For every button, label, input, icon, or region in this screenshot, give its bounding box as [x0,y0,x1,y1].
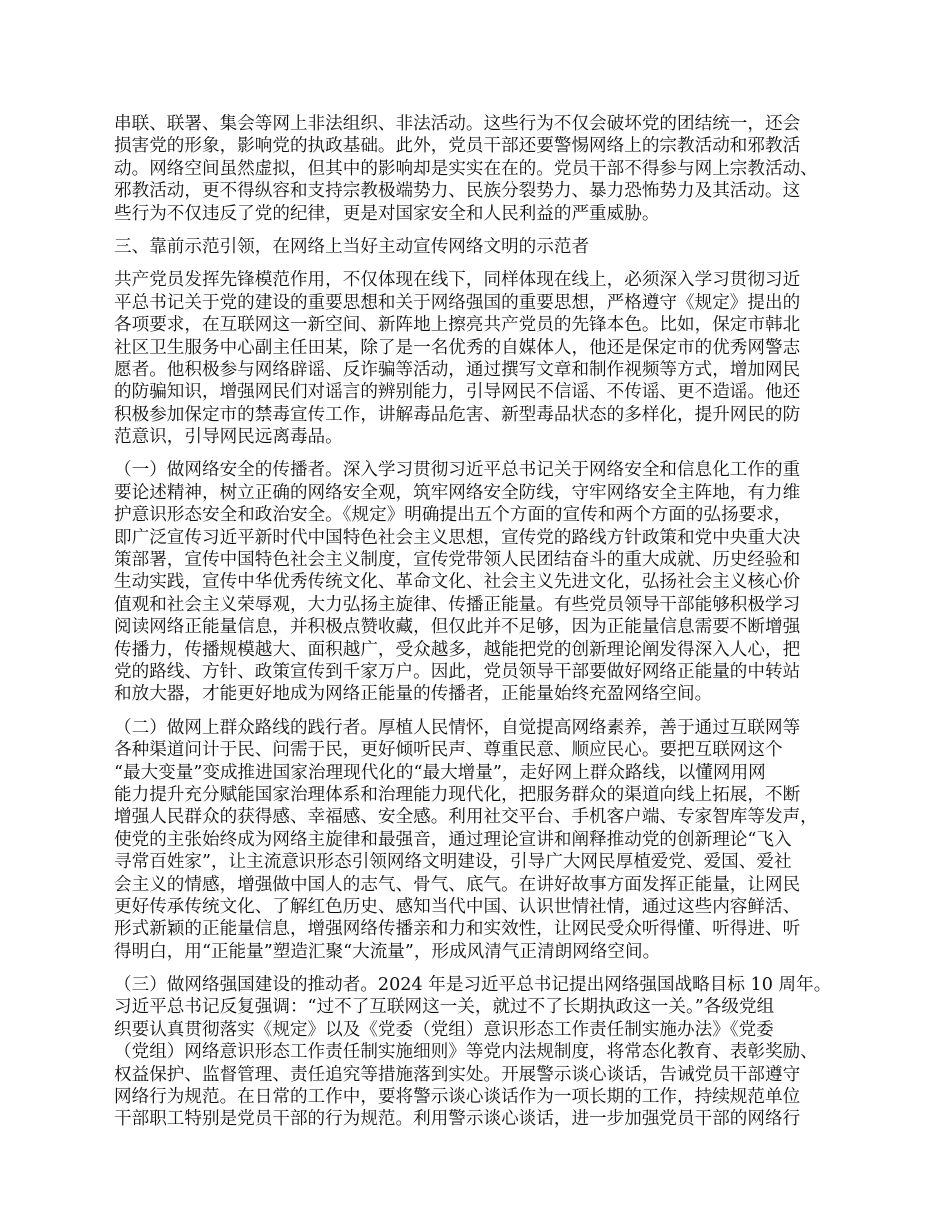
text-line: 阅读网络正能量信息，并积极点赞收藏，但仅此并不足够，因为正能量信息需要不断增强 [114,617,801,638]
text-line: 寻常百姓家”，让主流意识形态引领网络文明建设，引导广大网民厚植爱党、爱国、爱社 [114,852,792,873]
text-line: 使党的主张始终成为网络主旋律和最强音，通过理论宣讲和阐释推动党的创新理论“飞入 [114,829,792,850]
text-line: 网络行为规范。在日常的工作中，要将警示谈心谈话作为一项长期的工作，持续规范单位 [114,1087,801,1108]
body-paragraph [114,974,844,1131]
section-heading [114,236,844,258]
text-line: 会主义的情感，增强做中国人的志气、骨气、底气。在讲好故事方面发挥正能量，让网民 [114,874,801,895]
text-line: 干部职工特别是党员干部的行为规范。利用警示谈心谈话，进一步加强党员干部的网络行 [114,1109,801,1130]
body-paragraph [114,459,844,705]
text-line: 增强人民群众的获得感、幸福感、安全感。利用社交平台、手机客户端、专家智库等发声， [114,807,818,828]
text-line: 各种渠道问计于民、问需于民，更好倾听民声、尊重民意、顺应民心。要把互联网这个 [114,740,783,761]
text-line: 积极参加保定市的禁毒宣传工作，讲解毒品危害、新型毒品状态的多样化，提升网民的防 [114,404,801,425]
text-line: 共产党员发挥先锋模范作用，不仅体现在线下，同样体现在线上，必须深入学习贯彻习近 [114,270,801,291]
text-line: 更好传承传统文化、了解红色历史、感知当代中国、认识世情社情，通过这些内容鲜活、 [114,896,801,917]
text-line: 传播力，传播规模越大、面积越广，受众越多，越能把党的创新理论阐发得深入人心，把 [114,639,801,660]
text-line: 串联、联署、集会等网上非法组织、非法活动。这些行为不仅会破坏党的团结统一，还会 [114,114,801,134]
text-line: 的防骗知识，增强网民们对谣言的辨别能力，引导网民不信谣、不传谣、更不造谣。他还 [114,382,801,403]
body-paragraph [114,113,844,225]
text-line: 社区卫生服务中心副主任田某，除了是一名优秀的自媒体人，他还是保定市的优秀网警志 [114,337,801,358]
text-line: 权益保护、监督管理、责任追究等措施落到实处。开展警示谈心谈话，告诫党员干部遵守 [114,1064,801,1085]
text-line: （党组）网络意识形态工作责任制实施细则》等党内法规制度，将常态化教育、表彰奖励、 [114,1042,818,1063]
text-line: 能力提升充分赋能国家治理体系和治理能力现代化，把服务群众的渠道向线上拓展，不断 [114,784,801,805]
text-line: 愿者。他积极参与网络辟谣、反诈骗等活动，通过撰写文章和制作视频等方式，增加网民 [114,359,801,380]
text-line: 策部署，宣传中国特色社会主义制度，宣传党带领人民团结奋斗的重大成就、历史经验和 [114,550,801,571]
text-line: 生动实践，宣传中华优秀传统文化、革命文化、社会主义先进文化，弘扬社会主义核心价 [114,572,801,593]
text-line: 损害党的形象，影响党的执政基础。此外，党员干部还要警惕网络上的宗教活动和邪教活 [114,136,801,157]
text-line: 习近平总书记反复强调：“过不了互联网这一关，就过不了长期执政这一关。”各级党组 [114,997,775,1018]
text-line: 护意识形态安全和政治安全。《规定》明确提出五个方面的宣传和两个方面的弘扬要求， [114,505,792,526]
text-line: 动。网络空间虽然虚拟，但其中的影响却是实实在在的。党员干部不得参与网上宗教活动、 [114,158,818,179]
text-line: 范意识，引导网民远离毒品。 [114,427,343,448]
text-line: 要论述精神，树立正确的网络安全观，筑牢网络安全防线，守牢网络安全主阵地，有力维 [114,482,801,503]
text-line: 三、靠前示范引领，在网络上当好主动宣传网络文明的示范者 [114,236,590,257]
body-paragraph [114,717,844,963]
body-paragraph [114,269,844,448]
text-line: 党的路线、方针、政策宣传到千家万户。因此，党员领导干部要做好网络正能量的中转站 [114,661,801,682]
text-line: 和放大器，才能更好地成为网络正能量的传播者，正能量始终充盈网络空间。 [114,684,713,705]
text-line: 平总书记关于党的建设的重要思想和关于网络强国的重要思想，严格遵守《规定》提出的 [114,292,801,313]
text-line: （三）做网络强国建设的推动者。2024 年是习近平总书记提出网络强国战略目标 10 周年。 [114,975,832,996]
text-line: 邪教活动，更不得纵容和支持宗教极端势力、民族分裂势力、暴力恐怖势力及其活动。这 [114,181,801,202]
text-line: （二）做网上群众路线的践行者。厚植人民情怀，自觉提高网络素养，善于通过互联网等 [114,717,801,738]
text-line: （一）做网络安全的传播者。深入学习贯彻习近平总书记关于网络安全和信息化工作的重 [114,460,801,481]
text-line: 形式新颖的正能量信息，增强网络传播亲和力和实效性，让网民受众听得懂、听得进、听 [114,919,801,940]
text-line: 织要认真贯彻落实《规定》以及《党委（党组）意识形态工作责任制实施办法》《党委 [114,1019,774,1040]
text-line: “最大变量”变成推进国家治理现代化的“最大增量”，走好网上群众路线，以懂网用网 [114,762,766,783]
text-line: 即广泛宣传习近平新时代中国特色社会主义思想，宣传党的路线方针政策和党中央重大决 [114,527,801,548]
text-line: 各项要求，在互联网这一新空间、新阵地上擦亮共产党员的先锋本色。比如，保定市韩北 [114,315,801,336]
document-page [114,113,844,1142]
text-line: 得明白，用“正能量”塑造汇聚“大流量”，形成风清气正清朗网络空间。 [114,941,661,962]
text-line: 值观和社会主义荣辱观，大力弘扬主旋律、传播正能量。有些党员领导干部能够积极学习 [114,594,801,615]
text-line: 些行为不仅违反了党的纪律，更是对国家安全和人民利益的严重威胁。 [114,203,660,224]
